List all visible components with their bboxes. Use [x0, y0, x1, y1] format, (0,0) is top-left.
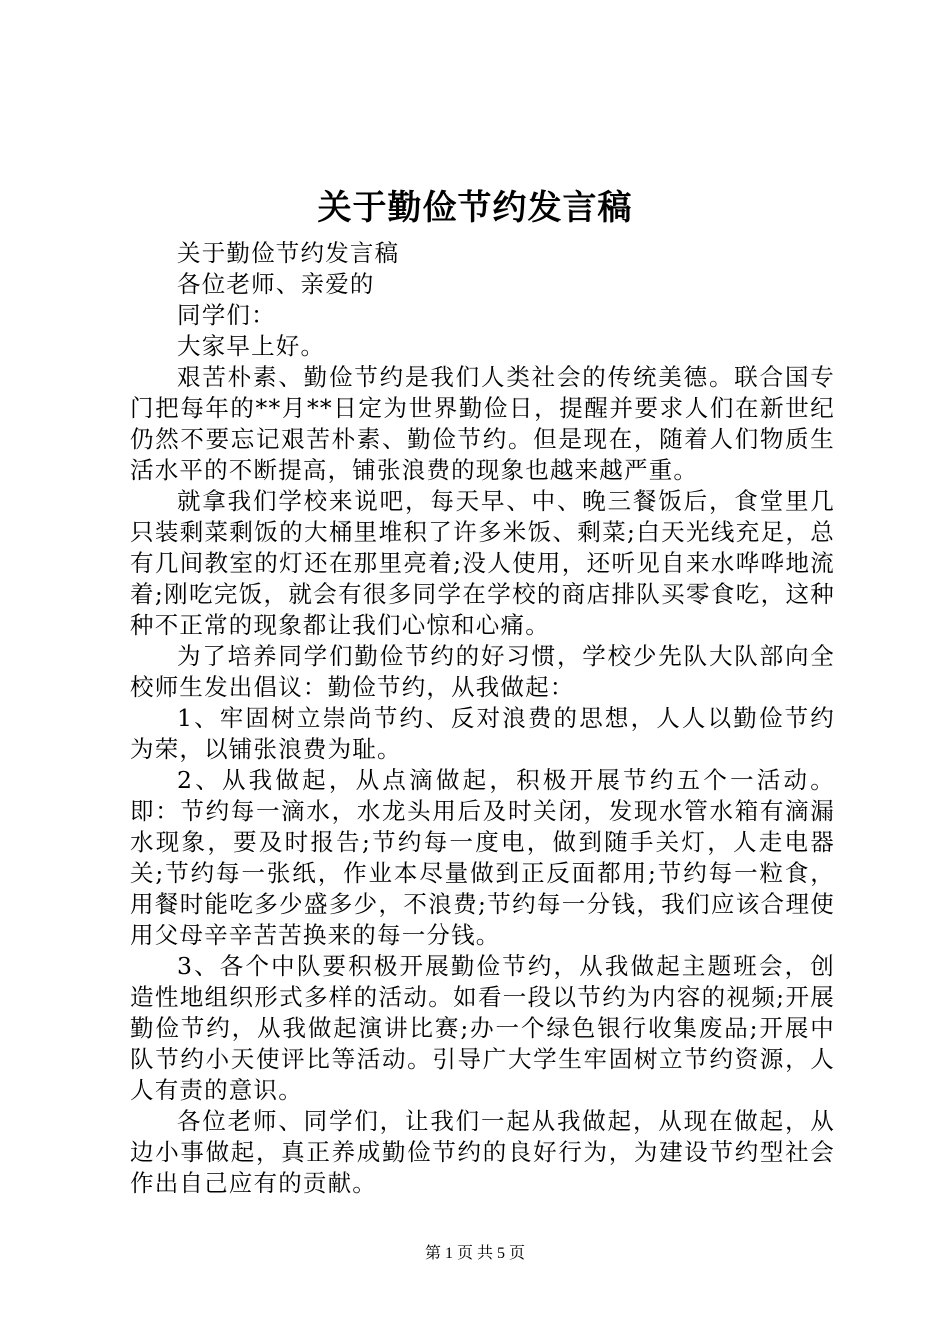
paragraph-proposal: 为了培养同学们勤俭节约的好习惯，学校少先队大队部向全校师生发出倡议：勤俭节约，从我做起：: [130, 642, 835, 701]
paragraph-point-3: 3、各个中队要积极开展勤俭节约，从我做起主题班会，创造性地组织形式多样的活动。如看一段以节约为内容的视频;开展勤俭节约，从我做起演讲比赛;办一个绿色银行收集废品;开展中队节约小天使评比等活动。引导广大学生牢固树立节约资源，人人有责的意识。: [130, 952, 835, 1104]
paragraph-closing: 各位老师、同学们，让我们一起从我做起，从现在做起，从边小事做起，真正养成勤俭节约的良好行为，为建设节约型社会作出自己应有的贡献。: [130, 1107, 835, 1197]
document-title: 关于勤俭节约发言稿: [317, 188, 633, 228]
paragraph-salutation: 各位老师、亲爱的: [177, 270, 375, 298]
paragraph-heading-repeat: 关于勤俭节约发言稿: [177, 239, 400, 267]
page-number-footer: 第 1 页 共 5 页: [424, 1245, 525, 1262]
paragraph-point-2: 2、从我做起，从点滴做起，积极开展节约五个一活动。即：节约每一滴水，水龙头用后及时关闭，发现水管水箱有滴漏水现象，要及时报告;节约每一度电，做到随手关灯，人走电器关;节约每一张纸，作业本尽量做到正反面都用;节约每一粒食，用餐时能吃多少盛多少，不浪费;节约每一分钱，我们应该合理使用父母辛辛苦苦换来的每一分钱。: [130, 766, 835, 949]
paragraph-salutation-cont: 同学们：: [177, 301, 276, 329]
paragraph-school-example: 就拿我们学校来说吧，每天早、中、晚三餐饭后，食堂里几只装剩菜剩饭的大桶里堆积了许多米饭、剩菜;白天光线充足，总有几间教室的灯还在那里亮着;没人使用，还听见自来水哗哗地流着;刚吃完饭，就会有很多同学在学校的商店排队买零食吃，这种种不正常的现象都让我们心惊和心痛。: [130, 487, 835, 639]
paragraph-greeting: 大家早上好。: [177, 332, 326, 360]
document-body: [130, 238, 835, 1199]
paragraph-intro: 艰苦朴素、勤俭节约是我们人类社会的传统美德。联合国专门把每年的**月**日定为世界勤俭日，提醒并要求人们在新世纪仍然不要忘记艰苦朴素、勤俭节约。但是现在，随着人们物质生活水平的不断提高，铺张浪费的现象也越来越严重。: [130, 363, 835, 484]
paragraph-point-1: 1、牢固树立崇尚节约、反对浪费的思想，人人以勤俭节约为荣，以铺张浪费为耻。: [130, 704, 835, 763]
